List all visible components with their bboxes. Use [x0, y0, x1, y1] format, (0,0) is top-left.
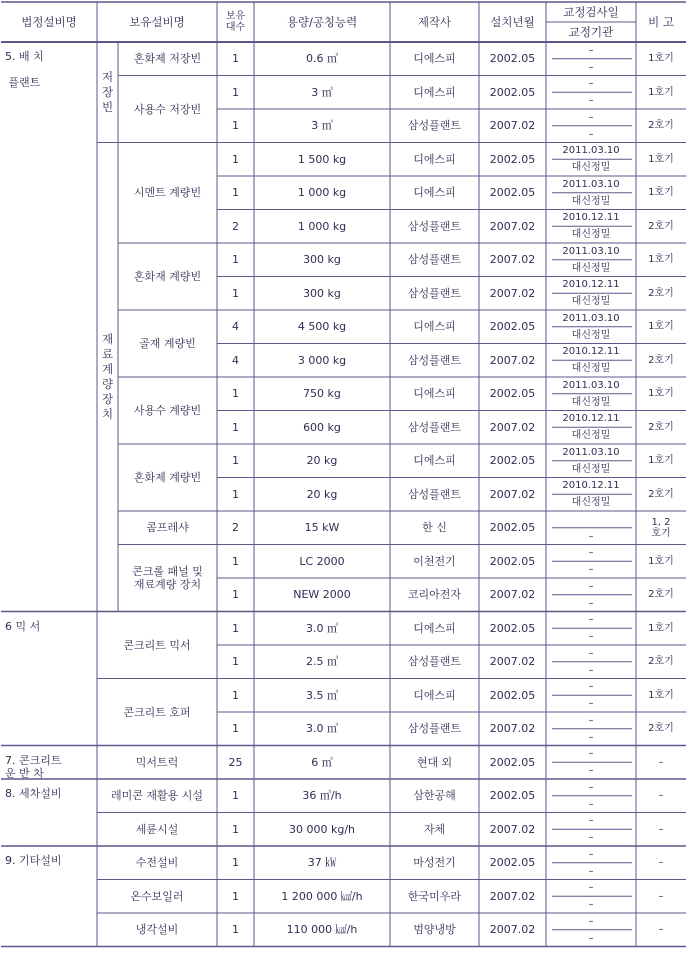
row-capacity: 4 500 kg: [297, 320, 347, 334]
row-count: 1: [232, 387, 239, 401]
row-maker: 삼성플랜트: [407, 253, 462, 267]
equipment-name: 냉각설비: [135, 923, 179, 937]
row-install: 2002.05: [489, 688, 536, 702]
row-install: 2007.02: [489, 923, 536, 937]
subgroup-storage-label: 저 장 빈: [101, 69, 114, 114]
equipment-name: 콘크리트 믹서: [123, 638, 191, 652]
row-note: 1호기: [648, 388, 674, 400]
row-count: 1: [232, 253, 239, 267]
row-capacity: 2.5 ㎥: [306, 655, 338, 669]
row-install: 2007.02: [489, 487, 536, 501]
row-cal-date: –: [588, 714, 594, 726]
equipment-name: 레미콘 재활용 시설: [110, 789, 203, 803]
row-count: 1: [232, 554, 239, 568]
row-cal-date: –: [588, 580, 594, 592]
row-cal-date: –: [588, 681, 594, 693]
row-maker: 자체: [423, 822, 446, 836]
equipment-name: 혼화재 계량빈: [133, 270, 202, 283]
equipment-name: 콘크리트 호퍼: [123, 705, 191, 719]
row-capacity: 30 000 kg/h: [288, 822, 356, 836]
row-maker: 삼성플랜트: [407, 219, 462, 233]
row-cal-org: –: [588, 664, 594, 676]
row-maker: 디에스피: [413, 621, 456, 635]
row-cal-org: –: [588, 832, 594, 844]
row-install: 2007.02: [489, 119, 536, 133]
category-label: 9. 기타설비: [5, 854, 62, 867]
row-cal-org: 대신정밀: [571, 229, 611, 241]
row-cal-date: 2011.03.10: [562, 178, 620, 190]
equipment-name: 온수보일러: [130, 889, 184, 903]
category-label: 7. 콘크리트 운 반 차: [5, 753, 62, 780]
category-label: 8. 세차설비: [5, 787, 62, 800]
row-maker: 삼성플랜트: [407, 655, 462, 669]
row-install: 2007.02: [489, 655, 536, 669]
row-note: 2호기: [648, 421, 674, 433]
row-install: 2002.05: [489, 454, 536, 468]
row-cal-org: –: [588, 564, 594, 576]
row-capacity: 1 000 kg: [297, 219, 347, 233]
row-count: 1: [232, 186, 239, 200]
row-cal-date: 2011.03.10: [562, 145, 620, 157]
subgroup-metering-label: 재 료 계 량 장 치: [101, 332, 114, 421]
equipment-name: 수전설비: [135, 856, 179, 870]
row-note: 1호기: [648, 321, 674, 333]
row-note: 2호기: [648, 723, 674, 735]
equipment-name: 세륜시설: [135, 822, 179, 836]
row-install: 2007.02: [489, 722, 536, 736]
row-install: 2002.05: [489, 387, 536, 401]
row-maker: 한 신: [422, 521, 447, 535]
row-cal-org: –: [588, 530, 594, 542]
row-note: 2호기: [648, 656, 674, 668]
row-install: 2007.02: [489, 822, 536, 836]
row-count: 1: [232, 119, 239, 133]
header-cal-date: 교정검사일: [563, 4, 619, 19]
row-maker: 디에스피: [413, 186, 456, 200]
row-capacity: LC 2000: [299, 554, 345, 568]
row-cal-date: –: [588, 614, 594, 626]
row-maker: 삼성플랜트: [407, 487, 462, 501]
row-install: 2002.05: [489, 554, 536, 568]
row-cal-date: –: [588, 815, 594, 827]
header-cal-org: 교정기관: [568, 24, 614, 39]
row-maker: 삼성플랜트: [407, 722, 462, 736]
row-capacity: 750 kg: [303, 387, 341, 401]
row-maker: 디에스피: [413, 320, 456, 334]
row-note: 2호기: [648, 354, 674, 366]
row-note: 1호기: [648, 86, 674, 98]
equipment-name: 콘크롤 패널 및 재료계량 장치: [132, 565, 203, 591]
row-count: 1: [232, 822, 239, 836]
row-cal-date: –: [588, 78, 594, 90]
row-cal-org: 대신정밀: [571, 463, 611, 475]
row-cal-org: –: [588, 932, 594, 944]
row-cal-org: 대신정밀: [571, 296, 611, 308]
row-count: 2: [232, 521, 239, 535]
row-maker: 마성전기: [413, 856, 456, 870]
row-maker: 삼성플랜트: [407, 353, 462, 367]
row-count: 1: [232, 621, 239, 635]
row-cal-org: 대신정밀: [571, 329, 611, 341]
row-cal-date: 2011.03.10: [562, 245, 620, 257]
header-install: 설치년월: [490, 14, 535, 29]
row-note: 1호기: [648, 153, 674, 165]
row-install: 2007.02: [489, 420, 536, 434]
row-count: 1: [232, 420, 239, 434]
row-capacity: 3 000 kg: [297, 353, 347, 367]
row-count: 1: [232, 286, 239, 300]
row-cal-org: –: [588, 731, 594, 743]
row-install: 2002.05: [489, 52, 536, 66]
row-capacity: 3.0 ㎥: [306, 722, 338, 736]
row-count: 1: [232, 923, 239, 937]
row-cal-org: 대신정밀: [571, 363, 611, 375]
row-cal-date: –: [588, 748, 594, 760]
row-cal-org: 대신정밀: [571, 162, 611, 174]
row-maker: 삼한공해: [413, 789, 456, 803]
row-note: 2호기: [648, 287, 674, 299]
row-cal-org: 대신정밀: [571, 396, 611, 408]
row-maker: 이천전기: [413, 554, 456, 568]
row-cal-date: 2010.12.11: [562, 480, 620, 492]
row-capacity: 37 ㎾: [307, 856, 337, 870]
row-cal-date: 2011.03.10: [562, 446, 620, 458]
row-install: 2002.05: [489, 186, 536, 200]
row-count: 1: [232, 487, 239, 501]
row-cal-org: –: [588, 128, 594, 140]
row-capacity: 3.0 ㎥: [306, 621, 338, 635]
row-maker: 삼성플랜트: [407, 119, 462, 133]
row-install: 2002.05: [489, 621, 536, 635]
header-owned-name: 보유설비명: [129, 14, 185, 29]
row-capacity: 1 200 000 ㎉/h: [281, 889, 363, 903]
row-count: 1: [232, 152, 239, 166]
row-install: 2007.02: [489, 889, 536, 903]
row-capacity: 36 ㎥/h: [302, 789, 342, 803]
row-install: 2007.02: [489, 286, 536, 300]
equipment-name: 사용수 저장빈: [133, 102, 202, 116]
row-count: 1: [232, 52, 239, 66]
row-note: –: [658, 756, 664, 768]
row-count: 1: [232, 688, 239, 702]
row-note: 1호기: [648, 689, 674, 701]
row-cal-date: –: [588, 882, 594, 894]
row-capacity: 1 500 kg: [297, 152, 347, 166]
row-install: 2002.05: [489, 320, 536, 334]
row-cal-org: –: [588, 631, 594, 643]
row-note: 1호기: [648, 187, 674, 199]
row-cal-date: –: [588, 848, 594, 860]
row-cal-org: –: [588, 597, 594, 609]
row-cal-org: –: [588, 698, 594, 710]
row-capacity: 3 ㎥: [311, 119, 333, 133]
row-note: 1호기: [648, 455, 674, 467]
row-cal-org: 대신정밀: [571, 262, 611, 274]
row-maker: 디에스피: [413, 85, 456, 99]
row-cal-date: –: [588, 44, 594, 56]
row-note: 1호기: [648, 254, 674, 266]
equipment-name: 혼화제 계량빈: [133, 471, 202, 484]
row-cal-org: 대신정밀: [571, 195, 611, 207]
row-note: 1호기: [648, 622, 674, 634]
equipment-name: 혼화제 저장빈: [133, 52, 202, 66]
row-maker: 디에스피: [413, 688, 456, 702]
row-capacity: 20 kg: [306, 454, 338, 468]
row-count: 1: [232, 722, 239, 736]
row-capacity: 300 kg: [303, 286, 341, 300]
row-note: 2호기: [648, 120, 674, 132]
row-note: 2호기: [648, 220, 674, 232]
row-install: 2002.05: [489, 521, 536, 535]
row-maker: 한국미우라: [407, 889, 462, 903]
row-note: –: [658, 890, 664, 902]
row-cal-date: 2011.03.10: [562, 379, 620, 391]
row-maker: 삼성플랜트: [407, 286, 462, 300]
row-note: 2호기: [648, 488, 674, 500]
row-capacity: 15 kW: [304, 521, 340, 535]
row-note: –: [658, 857, 664, 869]
row-capacity: 1 000 kg: [297, 186, 347, 200]
row-capacity: 300 kg: [303, 253, 341, 267]
row-install: 2002.05: [489, 755, 536, 769]
row-capacity: 3 ㎥: [311, 85, 333, 99]
row-install: 2002.05: [489, 152, 536, 166]
row-cal-org: –: [588, 765, 594, 777]
row-cal-date: –: [588, 915, 594, 927]
row-cal-date: 2010.12.11: [562, 279, 620, 291]
row-maker: 현대 외: [416, 755, 453, 769]
row-maker: 범양냉방: [413, 923, 456, 937]
header-maker: 제작사: [417, 14, 452, 29]
row-install: 2007.02: [489, 219, 536, 233]
row-note: 1호기: [648, 53, 674, 65]
row-cal-date: –: [588, 547, 594, 559]
row-capacity: 20 kg: [306, 487, 338, 501]
row-install: 2007.02: [489, 253, 536, 267]
equipment-name: 골재 계량빈: [139, 337, 196, 350]
row-cal-org: –: [588, 61, 594, 73]
row-capacity: NEW 2000: [293, 588, 351, 602]
row-cal-org: 대신정밀: [571, 430, 611, 442]
row-cal-org: –: [588, 865, 594, 877]
row-maker: 디에스피: [413, 52, 456, 66]
row-cal-org: –: [588, 95, 594, 107]
header-note: 비 고: [648, 14, 674, 29]
row-cal-date: 2011.03.10: [562, 312, 620, 324]
row-note: –: [658, 924, 664, 936]
row-cal-date: –: [588, 111, 594, 123]
row-cal-org: –: [588, 899, 594, 911]
row-note: –: [658, 823, 664, 835]
equipment-name: 사용수 계량빈: [133, 404, 202, 417]
row-count: 1: [232, 454, 239, 468]
row-install: 2002.05: [489, 85, 536, 99]
row-count: 25: [228, 755, 243, 769]
row-cal-date: 2010.12.11: [562, 212, 620, 224]
row-cal-org: 대신정밀: [571, 497, 611, 509]
row-count: 1: [232, 655, 239, 669]
row-capacity: 600 kg: [303, 420, 341, 434]
category-label: 5. 배 치 플랜트: [5, 50, 44, 89]
row-capacity: 110 000 ㎉/h: [286, 923, 358, 937]
row-cal-org: –: [588, 798, 594, 810]
row-note: –: [658, 790, 664, 802]
row-maker: 디에스피: [413, 387, 456, 401]
row-maker: 디에스피: [413, 454, 456, 468]
header-count: 보유 대수: [225, 11, 246, 33]
row-count: 1: [232, 789, 239, 803]
row-capacity: 6 ㎥: [311, 755, 333, 769]
row-count: 4: [232, 353, 239, 367]
row-count: 1: [232, 588, 239, 602]
row-install: 2007.02: [489, 353, 536, 367]
row-maker: 코리아전자: [407, 588, 462, 602]
row-cal-date: 2010.12.11: [562, 413, 620, 425]
equipment-name: 콤프레샤: [146, 521, 189, 535]
row-install: 2002.05: [489, 789, 536, 803]
row-count: 1: [232, 889, 239, 903]
row-install: 2007.02: [489, 588, 536, 602]
row-count: 1: [232, 85, 239, 99]
row-note: 1, 2 호기: [651, 516, 671, 539]
row-cal-date: –: [588, 647, 594, 659]
row-maker: 삼성플랜트: [407, 420, 462, 434]
row-count: 1: [232, 856, 239, 870]
row-capacity: 0.6 ㎥: [306, 52, 338, 66]
equipment-name: 믹서트럭: [135, 755, 179, 769]
row-cal-date: –: [588, 781, 594, 793]
row-capacity: 3.5 ㎥: [306, 688, 338, 702]
row-count: 4: [232, 320, 239, 334]
header-capacity: 용량/공칭능력: [286, 14, 358, 29]
equipment-name: 시멘트 계량빈: [133, 186, 202, 200]
row-maker: 디에스피: [413, 152, 456, 166]
category-label: 6 믹 서: [5, 619, 41, 633]
row-note: 1호기: [648, 555, 674, 567]
header-legal-name: 법정설비명: [21, 14, 77, 29]
row-note: 2호기: [648, 589, 674, 601]
row-install: 2002.05: [489, 856, 536, 870]
row-count: 2: [232, 219, 239, 233]
row-cal-date: 2010.12.11: [562, 346, 620, 358]
